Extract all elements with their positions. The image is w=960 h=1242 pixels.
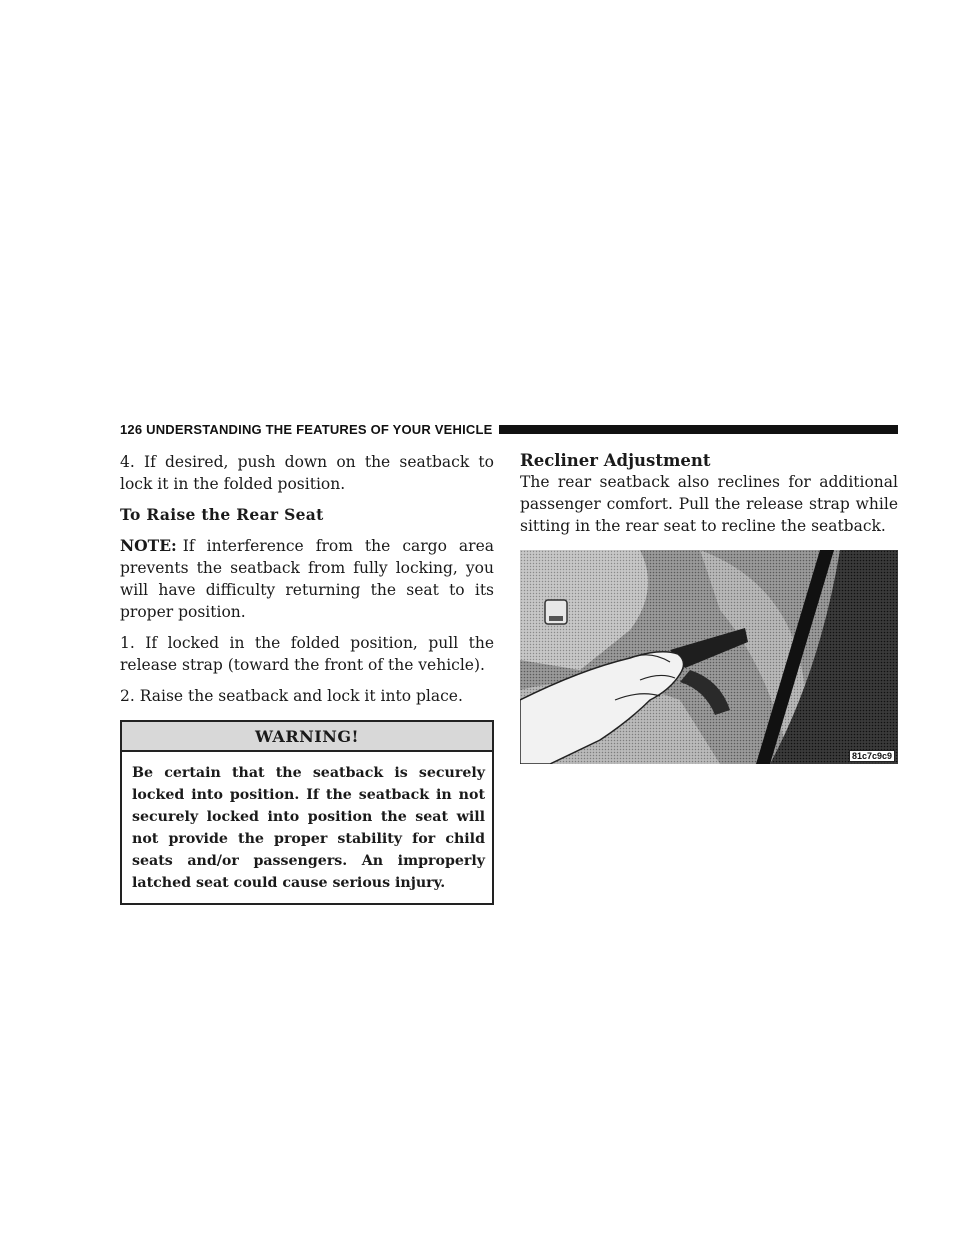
page-number-title: 126 UNDERSTANDING THE FEATURES OF YOUR VEHICLE — [120, 421, 493, 437]
note-paragraph — [120, 535, 494, 623]
warning-title: WARNING! — [122, 722, 492, 752]
raise-rear-seat-heading: To Raise the Rear Seat — [120, 505, 324, 524]
note-label: NOTE: — [120, 536, 177, 555]
step-4-text: 4. If desired, push down on the seatback to lock it in the folded position. — [120, 453, 494, 493]
warning-box — [120, 720, 494, 905]
recliner-illustration — [520, 550, 898, 764]
recliner-adjustment-heading: Recliner Adjustment — [520, 451, 711, 470]
right-column — [520, 451, 898, 764]
left-column — [120, 451, 494, 905]
figure-code: 81c7c9c9 — [849, 750, 895, 762]
page-header — [120, 420, 898, 438]
warning-body: Be certain that the seatback is securely locked into position. If the seatback in not securely locked into position the seat will not provide the proper stability for child seats and/or passengers. An improperly latched seat could cause serious injury. — [132, 765, 485, 891]
recliner-body-text: The rear seatback also reclines for additional passenger comfort. Pull the release strap while sitting in the rear seat to recline the seatback. — [520, 473, 898, 535]
header-rule — [499, 425, 898, 434]
note-text: If interference from the cargo area prevents the seatback from fully locking, you will have difficulty returning the seat to its proper position. — [120, 537, 494, 621]
step-1-text: 1. If locked in the folded position, pull the release strap (toward the front of the vehicle). — [120, 634, 494, 674]
step-2-text: 2. Raise the seatback and lock it into place. — [120, 687, 463, 705]
recliner-strap-photo — [520, 550, 898, 764]
